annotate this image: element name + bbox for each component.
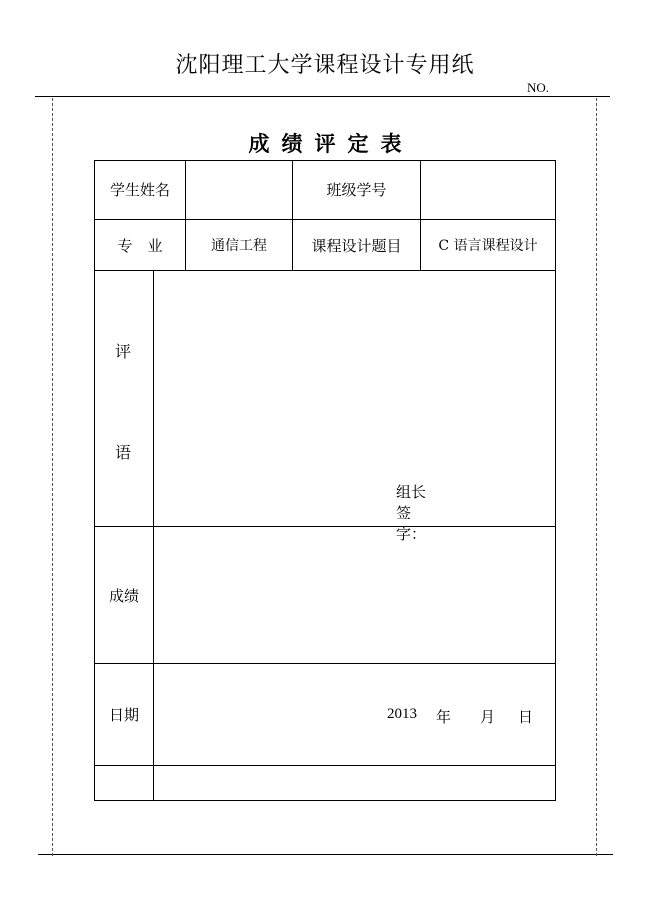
left-margin-line [52,98,53,856]
comment-area[interactable] [154,271,555,526]
form-title: 成绩评定表 [248,132,414,156]
major-label: 专 业 [117,236,163,255]
student-name-field[interactable] [186,160,292,219]
document-number-label: NO. [527,80,550,95]
class-id-field[interactable] [421,160,555,219]
grade-label: 成绩 [108,586,139,605]
student-name-label: 学生姓名 [109,181,170,199]
table-border-bottom [94,800,556,801]
major-value: 通信工程 [211,238,267,254]
class-id-label: 班级学号 [326,181,387,199]
header-rule [35,96,610,97]
footer-rule [38,854,613,855]
grade-field[interactable] [154,527,555,663]
table-border-right [555,160,556,801]
comment-label-char: 语 [115,443,132,462]
right-margin-line [596,98,597,856]
date-month-unit: 月 [480,710,496,726]
topic-value: C 语言课程设计 [438,238,538,254]
leader-signature-label: 组长签字： [396,483,427,543]
date-label: 日期 [108,706,139,724]
extra-row-field[interactable] [154,766,555,800]
comment-label-char: 评 [115,342,132,361]
date-year: 2013 [387,706,417,722]
row-divider [94,663,556,664]
date-year-unit: 年 [436,710,452,726]
date-day-unit: 日 [518,710,534,726]
page-header-title: 沈阳理工大学课程设计专用纸 [175,53,475,78]
topic-label: 课程设计题目 [311,236,402,255]
